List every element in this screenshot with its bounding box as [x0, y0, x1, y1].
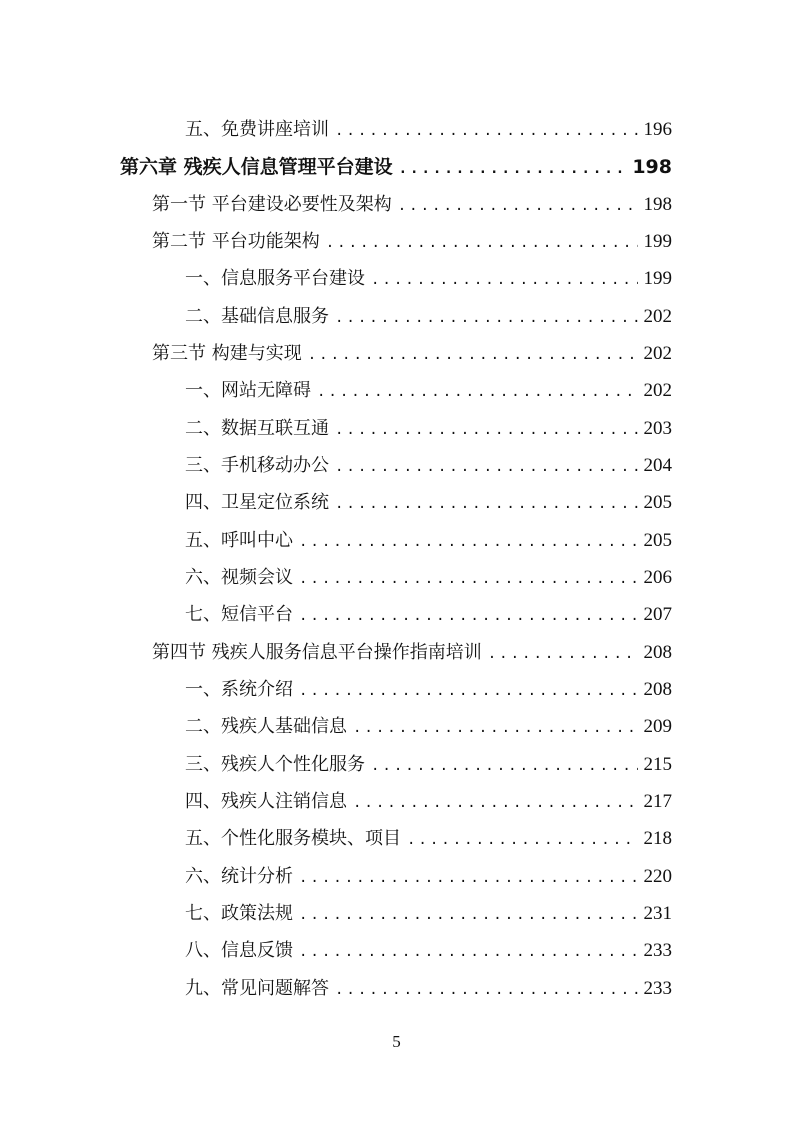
- toc-entry[interactable]: [185, 118, 672, 143]
- toc-entry-label: 六、统计分析: [185, 866, 293, 887]
- toc-entry[interactable]: [185, 491, 672, 516]
- toc-entry[interactable]: [152, 641, 672, 666]
- dot-leader: [299, 567, 638, 591]
- dot-leader: [299, 903, 638, 927]
- toc-entry[interactable]: [185, 790, 672, 815]
- toc-entry-label: 四、残疾人注销信息: [185, 791, 347, 812]
- toc-entry-label: 九、常见问题解答: [185, 978, 329, 999]
- dot-leader: [335, 978, 638, 1002]
- toc-entry-label: 二、数据互联互通: [185, 418, 329, 439]
- toc-entry-page: 205: [643, 530, 672, 551]
- toc-entry[interactable]: [185, 715, 672, 740]
- toc-entry-label: 七、短信平台: [185, 604, 293, 625]
- dot-leader: [326, 231, 638, 255]
- toc-entry[interactable]: [152, 342, 672, 367]
- toc-entry-label: 一、信息服务平台建设: [185, 268, 365, 289]
- toc-entry[interactable]: [185, 977, 672, 1002]
- toc-entry[interactable]: [185, 417, 672, 442]
- dot-leader: [488, 642, 638, 666]
- toc-entry-page: 206: [643, 567, 672, 588]
- toc-entry-page: 208: [643, 642, 672, 663]
- toc-entry-label: 二、基础信息服务: [185, 306, 329, 327]
- toc-entry-label: 六、视频会议: [185, 567, 293, 588]
- toc-entry-page: 202: [643, 306, 672, 327]
- toc-entry[interactable]: [120, 155, 672, 181]
- page-number: 5: [392, 1032, 401, 1051]
- dot-leader: [335, 418, 638, 442]
- toc-entry-label: 五、免费讲座培训: [185, 119, 329, 140]
- toc-entry-page: 198: [643, 194, 672, 215]
- toc-entry-label: 第三节 构建与实现: [152, 343, 302, 364]
- toc-entry-label: 第四节 残疾人服务信息平台操作指南培训: [152, 642, 482, 663]
- toc-entry-label: 一、系统介绍: [185, 679, 293, 700]
- dot-leader: [299, 866, 638, 890]
- toc-entry-label: 第六章 残疾人信息管理平台建设: [120, 156, 393, 178]
- toc-entry[interactable]: [185, 267, 672, 292]
- toc-entry[interactable]: [185, 902, 672, 927]
- dot-leader: [335, 119, 638, 143]
- toc-entry[interactable]: [185, 865, 672, 890]
- toc-entry-label: 二、残疾人基础信息: [185, 716, 347, 737]
- toc-entry-label: 五、呼叫中心: [185, 530, 293, 551]
- toc-entry-label: 第二节 平台功能架构: [152, 231, 320, 252]
- toc-entry-page: 208: [643, 679, 672, 700]
- toc-entry-page: 233: [643, 978, 672, 999]
- toc-entry-page: 199: [643, 231, 672, 252]
- dot-leader: [299, 604, 638, 628]
- toc-entry[interactable]: [185, 603, 672, 628]
- toc-entry-label: 七、政策法规: [185, 903, 293, 924]
- dot-leader: [335, 455, 638, 479]
- dot-leader: [398, 194, 638, 218]
- toc-entry[interactable]: [185, 827, 672, 852]
- toc-entry[interactable]: [185, 529, 672, 554]
- toc-entry[interactable]: [152, 230, 672, 255]
- dot-leader: [353, 791, 638, 815]
- toc-entry-page: 217: [643, 791, 672, 812]
- dot-leader: [399, 157, 627, 181]
- toc-entry-label: 三、残疾人个性化服务: [185, 754, 365, 775]
- toc-entry-page: 202: [643, 380, 672, 401]
- dot-leader: [308, 343, 638, 367]
- toc-entry[interactable]: [185, 454, 672, 479]
- dot-leader: [407, 828, 638, 852]
- toc-entry-label: 第一节 平台建设必要性及架构: [152, 194, 392, 215]
- dot-leader: [353, 716, 638, 740]
- toc-entry-page: 207: [643, 604, 672, 625]
- dot-leader: [335, 306, 638, 330]
- toc-entry-page: 205: [643, 492, 672, 513]
- toc-entry-page: 203: [643, 418, 672, 439]
- toc-entry-label: 五、个性化服务模块、项目: [185, 828, 401, 849]
- toc-entry-page: 198: [632, 156, 672, 178]
- dot-leader: [371, 754, 638, 778]
- toc-entry-page: 231: [643, 903, 672, 924]
- toc-entry-label: 四、卫星定位系统: [185, 492, 329, 513]
- toc-entry[interactable]: [152, 193, 672, 218]
- toc-entry-page: 199: [643, 268, 672, 289]
- dot-leader: [335, 492, 638, 516]
- toc-entry-page: 233: [643, 940, 672, 961]
- toc-entry[interactable]: [185, 305, 672, 330]
- toc-entry-page: 209: [643, 716, 672, 737]
- toc-entry[interactable]: [185, 566, 672, 591]
- toc-entry[interactable]: [185, 939, 672, 964]
- toc-entry-page: 220: [643, 866, 672, 887]
- toc-entry-label: 八、信息反馈: [185, 940, 293, 961]
- dot-leader: [371, 268, 638, 292]
- toc-entry-page: 218: [643, 828, 672, 849]
- toc-entry-page: 202: [643, 343, 672, 364]
- toc-entry-label: 三、手机移动办公: [185, 455, 329, 476]
- toc-entry[interactable]: [185, 379, 672, 404]
- toc-entry-page: 196: [643, 119, 672, 140]
- toc-entry[interactable]: [185, 753, 672, 778]
- toc-entry-page: 215: [643, 754, 672, 775]
- dot-leader: [299, 940, 638, 964]
- dot-leader: [317, 380, 638, 404]
- dot-leader: [299, 679, 638, 703]
- toc-entry-page: 204: [643, 455, 672, 476]
- toc-entry[interactable]: [185, 678, 672, 703]
- dot-leader: [299, 530, 638, 554]
- toc-entry-label: 一、网站无障碍: [185, 380, 311, 401]
